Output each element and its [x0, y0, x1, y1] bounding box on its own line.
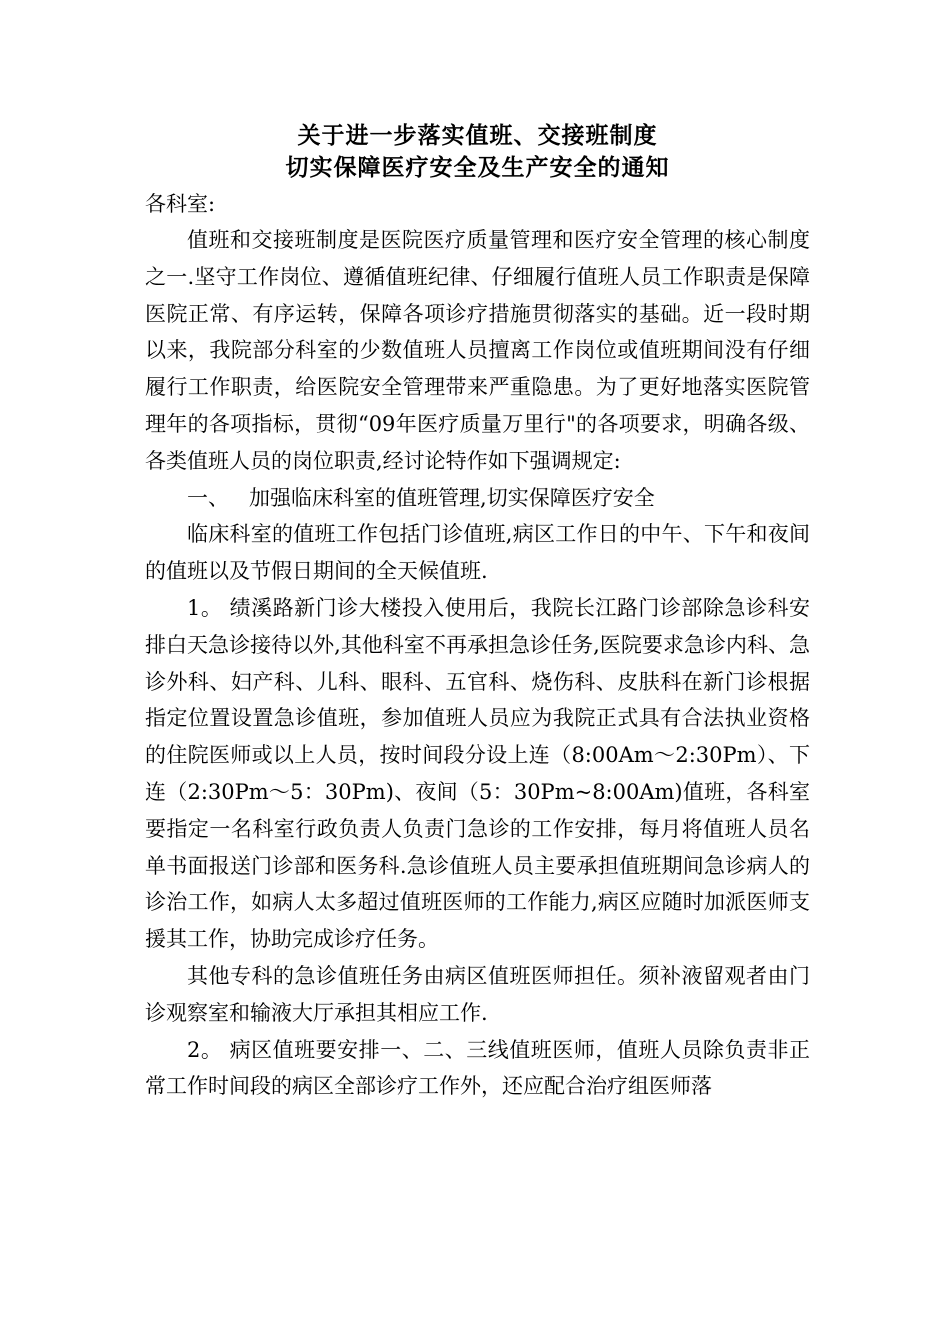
salutation: 各科室: — [145, 192, 216, 216]
intro-paragraph: 值班和交接班制度是医院医疗质量管理和医疗安全管理的核心制度之一.坚守工作岗位、遵循值班纪律、仔细履行值班人员工作职责是保障医院正常、有序运转，保障各项诊疗措施贯彻落实的基础。近一段时期以来，我院部分科室的少数值班人员擅离工作岗位或值班期间没有仔细履行工作职责，给医院安全管理带来严重隐患。为了更好地落实医院管理年的各项指标，贯彻“09年医疗质量万里行"的各项要求，明确各级、各类值班人员的岗位职责,经讨论特作如下强调规定: — [145, 228, 810, 473]
title-line-1: 关于进一步落实值班、交接班制度 — [297, 122, 658, 149]
section-1-heading: 一、 加强临床科室的值班管理,切实保障医疗安全 — [187, 485, 655, 510]
item-2-paragraph: 2。 病区值班要安排一、二、三线值班医师，值班人员除负责非正常工作时间段的病区全部诊疗工作外，还应配合治疗组医师落 — [145, 1037, 810, 1099]
document-page — [145, 120, 810, 1105]
item-1-paragraph: 1。 绩溪路新门诊大楼投入使用后，我院长江路门诊部除急诊科安排白天急诊接待以外,其他科室不再承担急诊任务,医院要求急诊内科、急诊外科、妇产科、儿科、眼科、五官科、烧伤科、皮肤科在新门诊根据指定位置设置急诊值班，参加值班人员应为我院正式具有合法执业资格的住院医师或以上人员，按时间段分设上连（8:00Am～2:30Pm）、下连（2:30Pm～5：30Pm)、夜间（5：30Pm~8:00Am)值班，各科室要指定一名科室行政负责人负责门急诊的工作安排，每月将值班人员名单书面报送门诊部和医务科.急诊值班人员主要承担值班期间急诊病人的诊治工作，如病人太多超过值班医师的工作能力,病区应随时加派医师支援其工作，协助完成诊疗任务。 — [145, 595, 810, 952]
document-title — [145, 120, 810, 184]
title-line-2: 切实保障医疗安全及生产安全的通知 — [285, 154, 670, 181]
section-1-paragraph: 临床科室的值班工作包括门诊值班,病区工作日的中午、下午和夜间的值班以及节假日期间的全天候值班. — [145, 522, 810, 584]
item-1-followup-paragraph: 其他专科的急诊值班任务由病区值班医师担任。须补液留观者由门诊观察室和输液大厅承担其相应工作. — [145, 963, 810, 1025]
